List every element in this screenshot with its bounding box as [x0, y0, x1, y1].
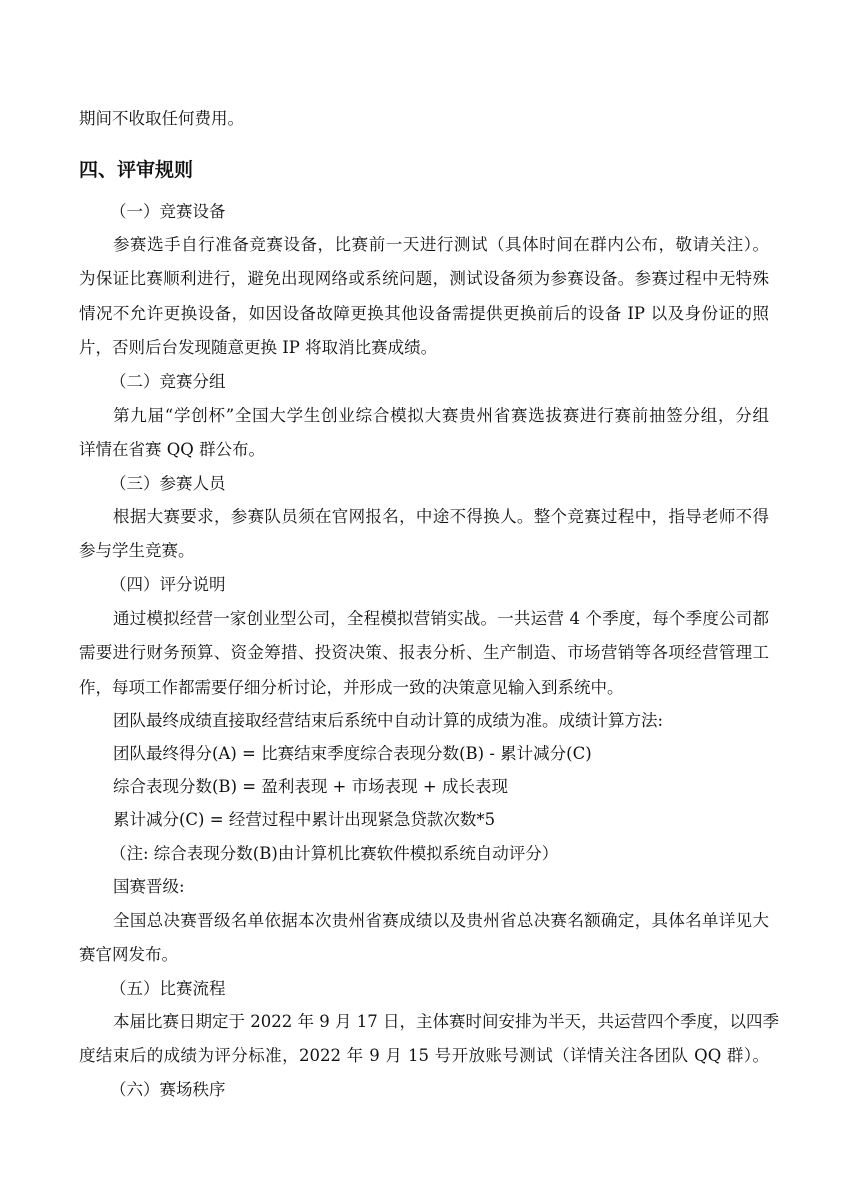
- formula-line: 累计减分(C) = 经营过程中累计出现紧急贷款次数*5: [113, 810, 496, 829]
- paragraph-line: 通过模拟经营一家创业型公司，全程模拟营销实战。一共运营 4 个季度，每个季度公司都: [113, 609, 769, 628]
- formula-line: 综合表现分数(B) = 盈利表现 + 市场表现 + 成长表现: [113, 777, 508, 796]
- paragraph-line: 本届比赛日期定于 2022 年 9 月 17 日，主体赛时间安排为半天，共运营四个季度，以四季: [113, 1012, 779, 1031]
- paragraph-line: 参与学生竞赛。: [79, 541, 195, 560]
- paragraph-line: 根据大赛要求，参赛队员须在官网报名，中途不得换人。整个竞赛过程中，指导老师不得: [113, 507, 769, 526]
- paragraph-line: 全国总决赛晋级名单依据本次贵州省赛成绩以及贵州省总决赛名额确定，具体名单详见大: [113, 911, 769, 930]
- paragraph-line: 参赛选手自行准备竞赛设备，比赛前一天进行测试（具体时间在群内公布，敬请关注）。: [113, 235, 769, 254]
- paragraph-line: 团队最终成绩直接取经营结束后系统中自动计算的成绩为准。成绩计算方法:: [113, 711, 664, 730]
- paragraph-line: 赛官网发布。: [79, 945, 178, 964]
- note-line: （注: 综合表现分数(B)由计算机比赛软件模拟系统自动评分）: [110, 844, 559, 863]
- subsection-heading: （五）比赛流程: [110, 979, 226, 998]
- paragraph-line: 情况不允许更换设备，如因设备故障更换其他设备需提供更换前后的设备 IP 以及身份证的照: [79, 304, 769, 323]
- formula-line: 团队最终得分(A) = 比赛结束季度综合表现分数(B) - 累计减分(C): [113, 744, 592, 763]
- paragraph-line: 片，否则后台发现随意更换 IP 将取消比赛成绩。: [79, 338, 438, 357]
- subsection-heading: （一）竞赛设备: [110, 202, 226, 221]
- paragraph-line: 详情在省赛 QQ 群公布。: [79, 440, 266, 459]
- paragraph-line: 国赛晋级:: [113, 877, 185, 896]
- paragraph-line: 为保证比赛顺利进行，避免出现网络或系统问题，测试设备须为参赛设备。参赛过程中无特殊: [79, 269, 769, 288]
- subsection-heading: （二）竞赛分组: [110, 372, 226, 391]
- subsection-heading: （六）赛场秩序: [110, 1080, 226, 1099]
- paragraph-line: 需要进行财务预算、资金筹措、投资决策、报表分析、生产制造、市场营销等各项经营管理工: [79, 643, 769, 662]
- paragraph-line: 作，每项工作都需要仔细分析讨论，并形成一致的决策意见输入到系统中。: [79, 678, 624, 697]
- subsection-heading: （三）参赛人员: [110, 474, 226, 493]
- subsection-heading: （四）评分说明: [110, 575, 226, 594]
- paragraph-line: 度结束后的成绩为评分标准，2022 年 9 月 15 号开放账号测试（详情关注各团队 QQ 群）。: [79, 1046, 769, 1065]
- paragraph-line: 第九届“学创杯”全国大学生创业综合模拟大赛贵州省赛选拔赛进行赛前抽签分组，分组: [113, 406, 769, 425]
- section-heading: 四、评审规则: [79, 159, 194, 181]
- paragraph-line: 期间不收取任何费用。: [79, 109, 244, 128]
